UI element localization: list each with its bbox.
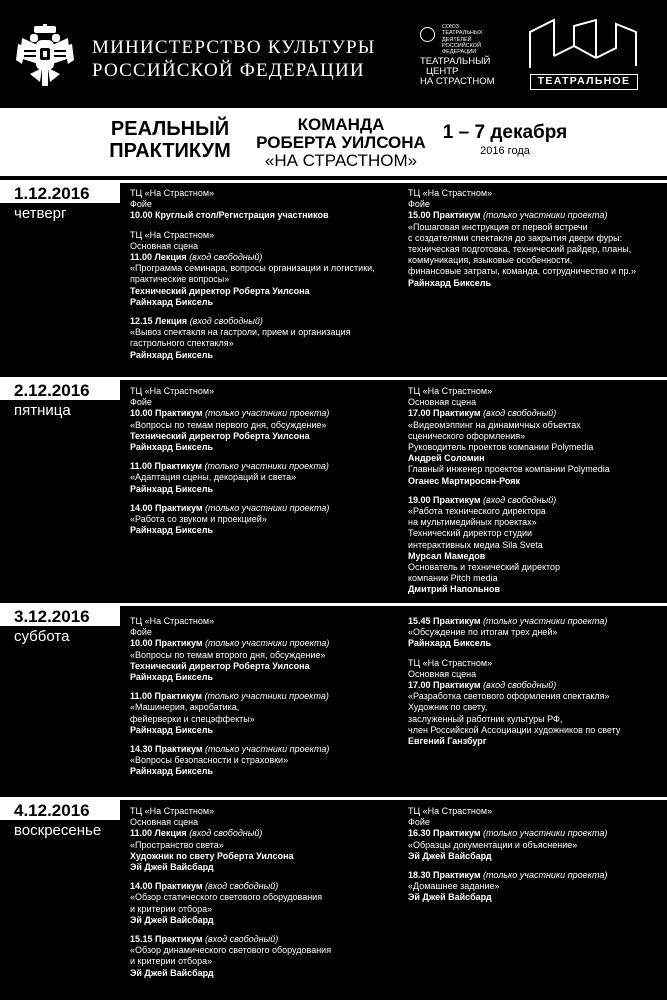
event-topic: «Обзор статического светового оборудования (130, 892, 323, 903)
event-venue: ТЦ «На Страстном» (408, 386, 493, 396)
day-section-4 (0, 797, 667, 1000)
event-year: 2016 года (480, 145, 530, 157)
event-access: (только участники проекта) (205, 408, 330, 419)
event-topic: фейерверки и спецэффекты» (130, 713, 255, 724)
event-topic: с создателями спектакля до закрытия двери фуры: (408, 232, 623, 243)
day-section-1 (0, 180, 667, 375)
stc-line: ЦЕНТР (426, 66, 459, 77)
day-date: 3.12.2016 (0, 606, 120, 626)
event-topic: «Пространство света» (130, 839, 224, 850)
event-topic: «Разработка светового оформления спектакля» (408, 691, 610, 702)
event-access: (вход свободный) (205, 934, 279, 945)
title-dates (420, 122, 590, 158)
speaker-name: Оганес Мартиросян-Рояк (408, 475, 520, 486)
event-topic: «Образцы документации и объяснение» (408, 839, 578, 850)
schedule-event (130, 461, 402, 495)
event-time-title: 16.30 Практикум (408, 828, 481, 839)
speaker-name: Эй Джей Вайсбард (408, 892, 492, 903)
teatralnoe-label: ТЕАТРАЛЬНОЕ (530, 74, 638, 90)
event-topic: «Пошаговая инструкция от первой встречи (408, 221, 588, 232)
schedule-event (408, 806, 666, 862)
event-topic: «Видеомэппинг на динамичных объектах (408, 419, 581, 430)
event-topic: «Вывоз спектакля на гастроли, прием и организация (130, 327, 351, 338)
std-stc-logos (420, 24, 520, 94)
event-venue: ТЦ «На Страстном» (408, 188, 493, 198)
event-topic: «Обсуждение по итогам трех дней» (408, 627, 558, 638)
schedule-event (130, 316, 402, 361)
event-time-title: 11.00 Лекция (130, 828, 187, 839)
schedule-event (130, 691, 402, 736)
title-left-line-1: РЕАЛЬНЫЙ (110, 118, 230, 140)
day-weekday: четверг (14, 205, 67, 222)
event-topic: финансовые затраты, команда, сотрудничество и пр.» (408, 266, 636, 277)
event-venue: ТЦ «На Страстном» (408, 806, 493, 816)
event-venue: ТЦ «На Страстном» (130, 386, 215, 396)
event-topic: коммуникация, языковые особенности, (408, 255, 573, 266)
event-access: (только участники проекта) (483, 828, 608, 839)
std-line: ФЕДЕРАЦИИ (442, 49, 477, 56)
event-access: (вход свободный) (205, 881, 279, 892)
event-topic: «Работа со звуком и проекцией» (130, 514, 267, 525)
speaker-role: Технический директор Роберта Уилсона (130, 430, 310, 441)
event-time-title: 10.00 Практикум (130, 638, 203, 649)
schedule-event (408, 386, 666, 487)
event-hall: Основная сцена (408, 397, 477, 408)
event-topic: «Вопросы безопасности и страховки» (130, 755, 289, 766)
event-access: (только участники проекта) (204, 461, 329, 472)
event-hall: Основная сцена (408, 668, 477, 679)
day-column-right (408, 386, 666, 604)
event-topic: гастрольного спектакля» (130, 338, 234, 349)
event-time-title: 10.00 Практикум (130, 408, 203, 419)
event-time-title: 14.00 Практикум (130, 502, 203, 513)
event-topic: сценического оформления» (408, 430, 526, 441)
event-time-title: 14.30 Практикум (130, 744, 203, 755)
event-time-title: 17.00 Практикум (408, 408, 481, 419)
event-time-title: 10.00 Круглый стол/Регистрация участников (130, 210, 329, 221)
event-time-title: 15.00 Практикум (408, 210, 481, 221)
day-weekday: воскресенье (14, 822, 102, 839)
event-time-title: 12.15 Лекция (130, 316, 188, 327)
schedule-event (130, 230, 402, 308)
speaker-role: интерактивных медиа Sila Sveta (408, 539, 543, 550)
speaker-role: Художник по свету Роберта Уилсона (130, 850, 294, 861)
day-column-right (408, 188, 666, 297)
day-section-3 (0, 603, 667, 793)
day-column-right (408, 806, 666, 912)
speaker-role: Технический директор Роберта Уилсона (130, 660, 310, 671)
event-access: (только участники проекта) (204, 691, 329, 702)
speaker-name: Райнхард Биксель (130, 349, 214, 360)
ministry-line-2: РОССИЙСКОЙ ФЕДЕРАЦИИ (92, 60, 365, 81)
title-mid-line-2: РОБЕРТА УИЛСОНА (256, 133, 426, 152)
speaker-name: Эй Джей Вайсбард (130, 967, 214, 978)
title-mid-line-3: «НА СТРАСТНОМ» (264, 151, 418, 170)
speaker-role: заслуженный работник культуры РФ, (408, 713, 563, 724)
event-topic: на мультимедийных проектах» (408, 517, 537, 528)
event-venue: ТЦ «На Страстном» (130, 188, 215, 198)
speaker-name: Райнхард Биксель (130, 766, 214, 777)
std-union-text (442, 24, 522, 55)
event-topic: «Вопросы по темам первого дня, обсуждение» (130, 419, 327, 430)
event-access: (только участники проекта) (205, 744, 330, 755)
schedule-event (130, 616, 402, 683)
speaker-name: Евгений Ганзбург (408, 736, 487, 747)
event-topic: и критерии отбора» (130, 903, 213, 914)
std-line: ДЕЯТЕЛЕЙ (442, 36, 472, 43)
day-column-right (408, 616, 666, 755)
event-access: (вход свободный) (189, 828, 263, 839)
schedule-event (408, 188, 666, 289)
event-access: (вход свободный) (483, 408, 557, 419)
speaker-role: компании Pitch media (408, 573, 498, 584)
speaker-name: Райнхард Биксель (408, 638, 492, 649)
event-topic: техническая подготовка, технический райдер, планы, (408, 244, 632, 255)
day-date: 4.12.2016 (0, 800, 120, 820)
coat-of-arms-eagle-icon (16, 24, 74, 90)
std-line: ТЕАТРАЛЬНЫХ (442, 30, 483, 37)
event-hall: Фойе (130, 199, 152, 210)
std-line: СОЮЗ (442, 24, 460, 30)
event-access: (вход свободный) (189, 252, 263, 263)
title-mid-line-1: КОМАНДА (297, 115, 385, 134)
speaker-name: Эй Джей Вайсбард (408, 850, 492, 861)
event-topic: и критерии отбора» (130, 956, 213, 967)
event-time-title: 18.30 Практикум (408, 870, 481, 881)
title-middle (236, 116, 446, 170)
speaker-role: член Российской Ассоциации художников по свету (408, 724, 621, 735)
event-venue: ТЦ «На Страстном» (408, 657, 493, 668)
event-access: (только участники проекта) (483, 870, 608, 881)
event-hall: Фойе (130, 627, 152, 638)
schedule-event (130, 503, 402, 537)
speaker-name: Эй Джей Вайсбард (130, 914, 214, 925)
schedule-event (130, 386, 402, 453)
stc-line: НА СТРАСТНОМ (420, 76, 495, 87)
event-hall: Фойе (408, 817, 430, 828)
speaker-name: Мурсал Мамедов (408, 550, 486, 561)
speaker-role: Художник по свету, (408, 702, 488, 713)
speaker-name: Райнхард Биксель (408, 277, 492, 288)
event-time-title: 17.00 Практикум (408, 680, 481, 691)
schedule-event (408, 870, 666, 904)
schedule-event (408, 616, 666, 650)
title-left-line-2: ПРАКТИКУМ (109, 140, 231, 162)
day-column-left (130, 188, 402, 369)
event-topic: практические вопросы» (130, 274, 230, 285)
schedule-event (130, 806, 402, 873)
event-time-title: 15.15 Практикум (130, 934, 203, 945)
event-hall: Основная сцена (130, 817, 199, 828)
ministry-title (92, 36, 376, 82)
event-topic: «Работа технического директора (408, 506, 546, 517)
speaker-name: Райнхард Биксель (130, 483, 214, 494)
event-access: (только участники проекта) (205, 502, 330, 513)
event-access: (только участники проекта) (483, 616, 608, 626)
event-hall: Фойе (130, 397, 152, 408)
event-topic: «Адаптация сцены, декораций и света» (130, 472, 297, 483)
day-weekday: суббота (14, 628, 70, 645)
day-date: 1.12.2016 (0, 183, 120, 203)
event-hall: Фойе (408, 199, 430, 210)
event-topic: «Обзор динамического светового оборудования (130, 945, 332, 956)
std-emblem-icon (420, 27, 435, 42)
day-weekday: пятница (14, 402, 71, 419)
speaker-name: Райнхард Биксель (130, 296, 214, 307)
stc-line: ТЕАТРАЛЬНЫЙ (420, 56, 491, 67)
event-time-title: 15.45 Практикум (408, 616, 481, 626)
event-topic: «Программа семинара, вопросы организации и логистики, (130, 263, 375, 274)
speaker-role: Руководитель проектов компании Polymedia (408, 442, 594, 453)
stc-logo-text (420, 57, 495, 87)
speaker-name: Эй Джей Вайсбард (130, 862, 214, 873)
event-time-title: 14.00 Практикум (130, 881, 203, 892)
event-time-title: 11.00 Практикум (130, 691, 202, 702)
std-line: РОССИЙСКОЙ (442, 42, 482, 49)
speaker-name: Райнхард Биксель (130, 442, 214, 453)
schedule-event (130, 744, 402, 778)
day-column-left (130, 386, 402, 544)
event-time-title: 11.00 Практикум (130, 461, 202, 472)
header (0, 0, 667, 108)
speaker-role: Основатель и технический директор (408, 562, 561, 573)
event-venue: ТЦ «На Страстном» (130, 806, 215, 816)
schedule-event (408, 495, 666, 596)
event-access: (только участники проекта) (483, 210, 608, 221)
schedule-event (130, 934, 402, 979)
event-time-title: 11.00 Лекция (130, 252, 187, 263)
schedule-event (408, 658, 666, 748)
speaker-role: Технический директор Роберта Уилсона (130, 285, 310, 296)
speaker-name: Райнхард Биксель (130, 724, 214, 735)
event-topic: «Вопросы по темам второго дня, обсуждение» (130, 649, 326, 660)
speaker-role: Технический директор студии (408, 528, 533, 539)
title-left (90, 118, 250, 162)
speaker-name: Андрей Соломин (408, 453, 485, 464)
schedule-event (130, 188, 402, 222)
day-column-left (130, 616, 402, 786)
event-topic: «Домашнее задание» (408, 881, 500, 892)
speaker-name: Райнхард Биксель (130, 525, 214, 536)
event-access: (вход свободный) (189, 316, 263, 327)
speaker-role: Главный инженер проектов компании Polymedia (408, 464, 610, 475)
event-venue: ТЦ «На Страстном» (130, 229, 215, 240)
event-hall: Основная сцена (130, 240, 199, 251)
speaker-name: Дмитрий Напольнов (408, 584, 501, 595)
speaker-name: Райнхард Биксель (130, 672, 214, 683)
title-band (0, 108, 667, 176)
day-date: 2.12.2016 (0, 380, 120, 400)
event-dates: 1 – 7 декабря (442, 122, 568, 143)
day-section-2 (0, 377, 667, 599)
schedule-event (130, 881, 402, 926)
event-topic: «Машинерия, акробатика, (130, 702, 240, 713)
day-column-left (130, 806, 402, 987)
event-access: (только участники проекта) (205, 638, 330, 649)
event-time-title: 19.00 Практикум (408, 494, 481, 505)
ministry-line-1: МИНИСТЕРСТВО КУЛЬТУРЫ (92, 37, 376, 58)
event-access: (вход свободный) (483, 680, 557, 691)
event-venue: ТЦ «На Страстном» (130, 616, 215, 626)
event-access: (вход свободный) (483, 494, 557, 505)
